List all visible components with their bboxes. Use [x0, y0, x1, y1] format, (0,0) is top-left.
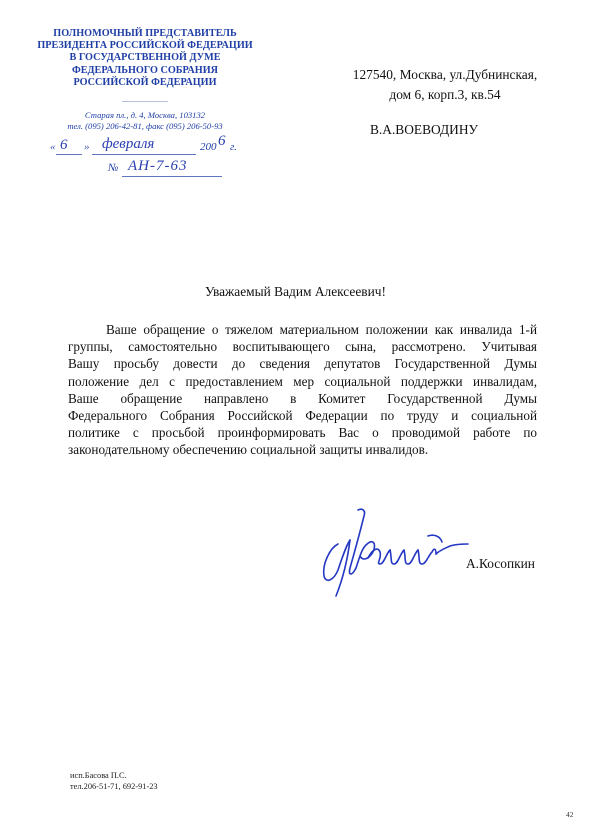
number-sign: № — [108, 162, 119, 174]
letterhead-line: ПОЛНОМОЧНЫЙ ПРЕДСТАВИТЕЛЬ — [53, 28, 237, 39]
page-number: 42 — [566, 810, 574, 819]
signer-name: А.Косопкин — [466, 556, 535, 571]
recipient-address-line: 127540, Москва, ул.Дубнинская, — [352, 67, 538, 82]
registration-number-line — [108, 160, 228, 182]
body-line: Вашу просьбу довести до сведения депутатов Государственной Думы — [68, 356, 537, 372]
date-month-handwritten: февраля — [102, 136, 155, 152]
date-open-quote: « — [50, 141, 56, 153]
date-day-handwritten: 6 — [60, 137, 68, 153]
date-year-suffix-handwritten: 6 — [218, 133, 226, 149]
registration-number-handwritten: АН-7-63 — [128, 158, 188, 174]
letterhead-line: ФЕДЕРАЛЬНОГО СОБРАНИЯ — [72, 64, 218, 76]
executor-phones: тел.206-51-71, 692-91-23 — [70, 782, 158, 791]
letterhead-street: Старая пл., д. 4, Москва, 103132 — [84, 110, 206, 120]
recipient-address — [330, 65, 560, 105]
letterhead-address — [40, 110, 250, 132]
body-line: политике с просьбой проинформировать Вас о проводимой работе по — [68, 425, 537, 441]
body-line: группы, самостоятельно воспитывающего сына, рассмотрено. Учитывая — [68, 339, 537, 355]
executor-name: исп.Басова П.С. — [70, 771, 127, 780]
letterhead — [30, 28, 260, 89]
executor-info — [70, 770, 158, 792]
letterhead-line: В ГОСУДАРСТВЕННОЙ ДУМЕ — [69, 52, 221, 64]
recipient-name: В.А.ВОЕВОДИНУ — [370, 122, 478, 137]
date-close-quote: » — [84, 141, 90, 153]
body-line: Федерального Собрания Российской Федерации по труду и социальной — [68, 408, 537, 424]
date-month-underline — [92, 154, 196, 155]
registration-number-underline — [122, 176, 222, 177]
date-year-prefix: 200 — [200, 141, 217, 153]
letter-body — [68, 321, 537, 459]
body-line: Ваше обращение направлено в Комитет Государственной Думы — [68, 390, 537, 406]
body-line: положение дел с предоставлением мер социальной поддержки инвалидам, — [68, 373, 537, 389]
salutation: Уважаемый Вадим Алексеевич! — [204, 284, 386, 299]
letterhead-divider — [122, 101, 168, 102]
letterhead-phones: тел. (095) 206-42-81, факс (095) 206-50-93 — [67, 121, 223, 131]
letterhead-line: ПРЕЗИДЕНТА РОССИЙСКОЙ ФЕДЕРАЦИИ — [37, 40, 253, 52]
letterhead-line: РОССИЙСКОЙ ФЕДЕРАЦИИ — [73, 76, 217, 88]
date-day-underline — [56, 154, 82, 155]
recipient-address-line: дом 6, корп.3, кв.54 — [389, 87, 501, 102]
body-line: Ваше обращение о тяжелом материальном положении как инвалида 1-й — [106, 322, 537, 337]
body-line: законодательному обеспечению социальной защиты инвалидов. — [68, 442, 429, 458]
date-year-unit: г. — [230, 141, 237, 153]
handwritten-signature — [310, 506, 470, 606]
